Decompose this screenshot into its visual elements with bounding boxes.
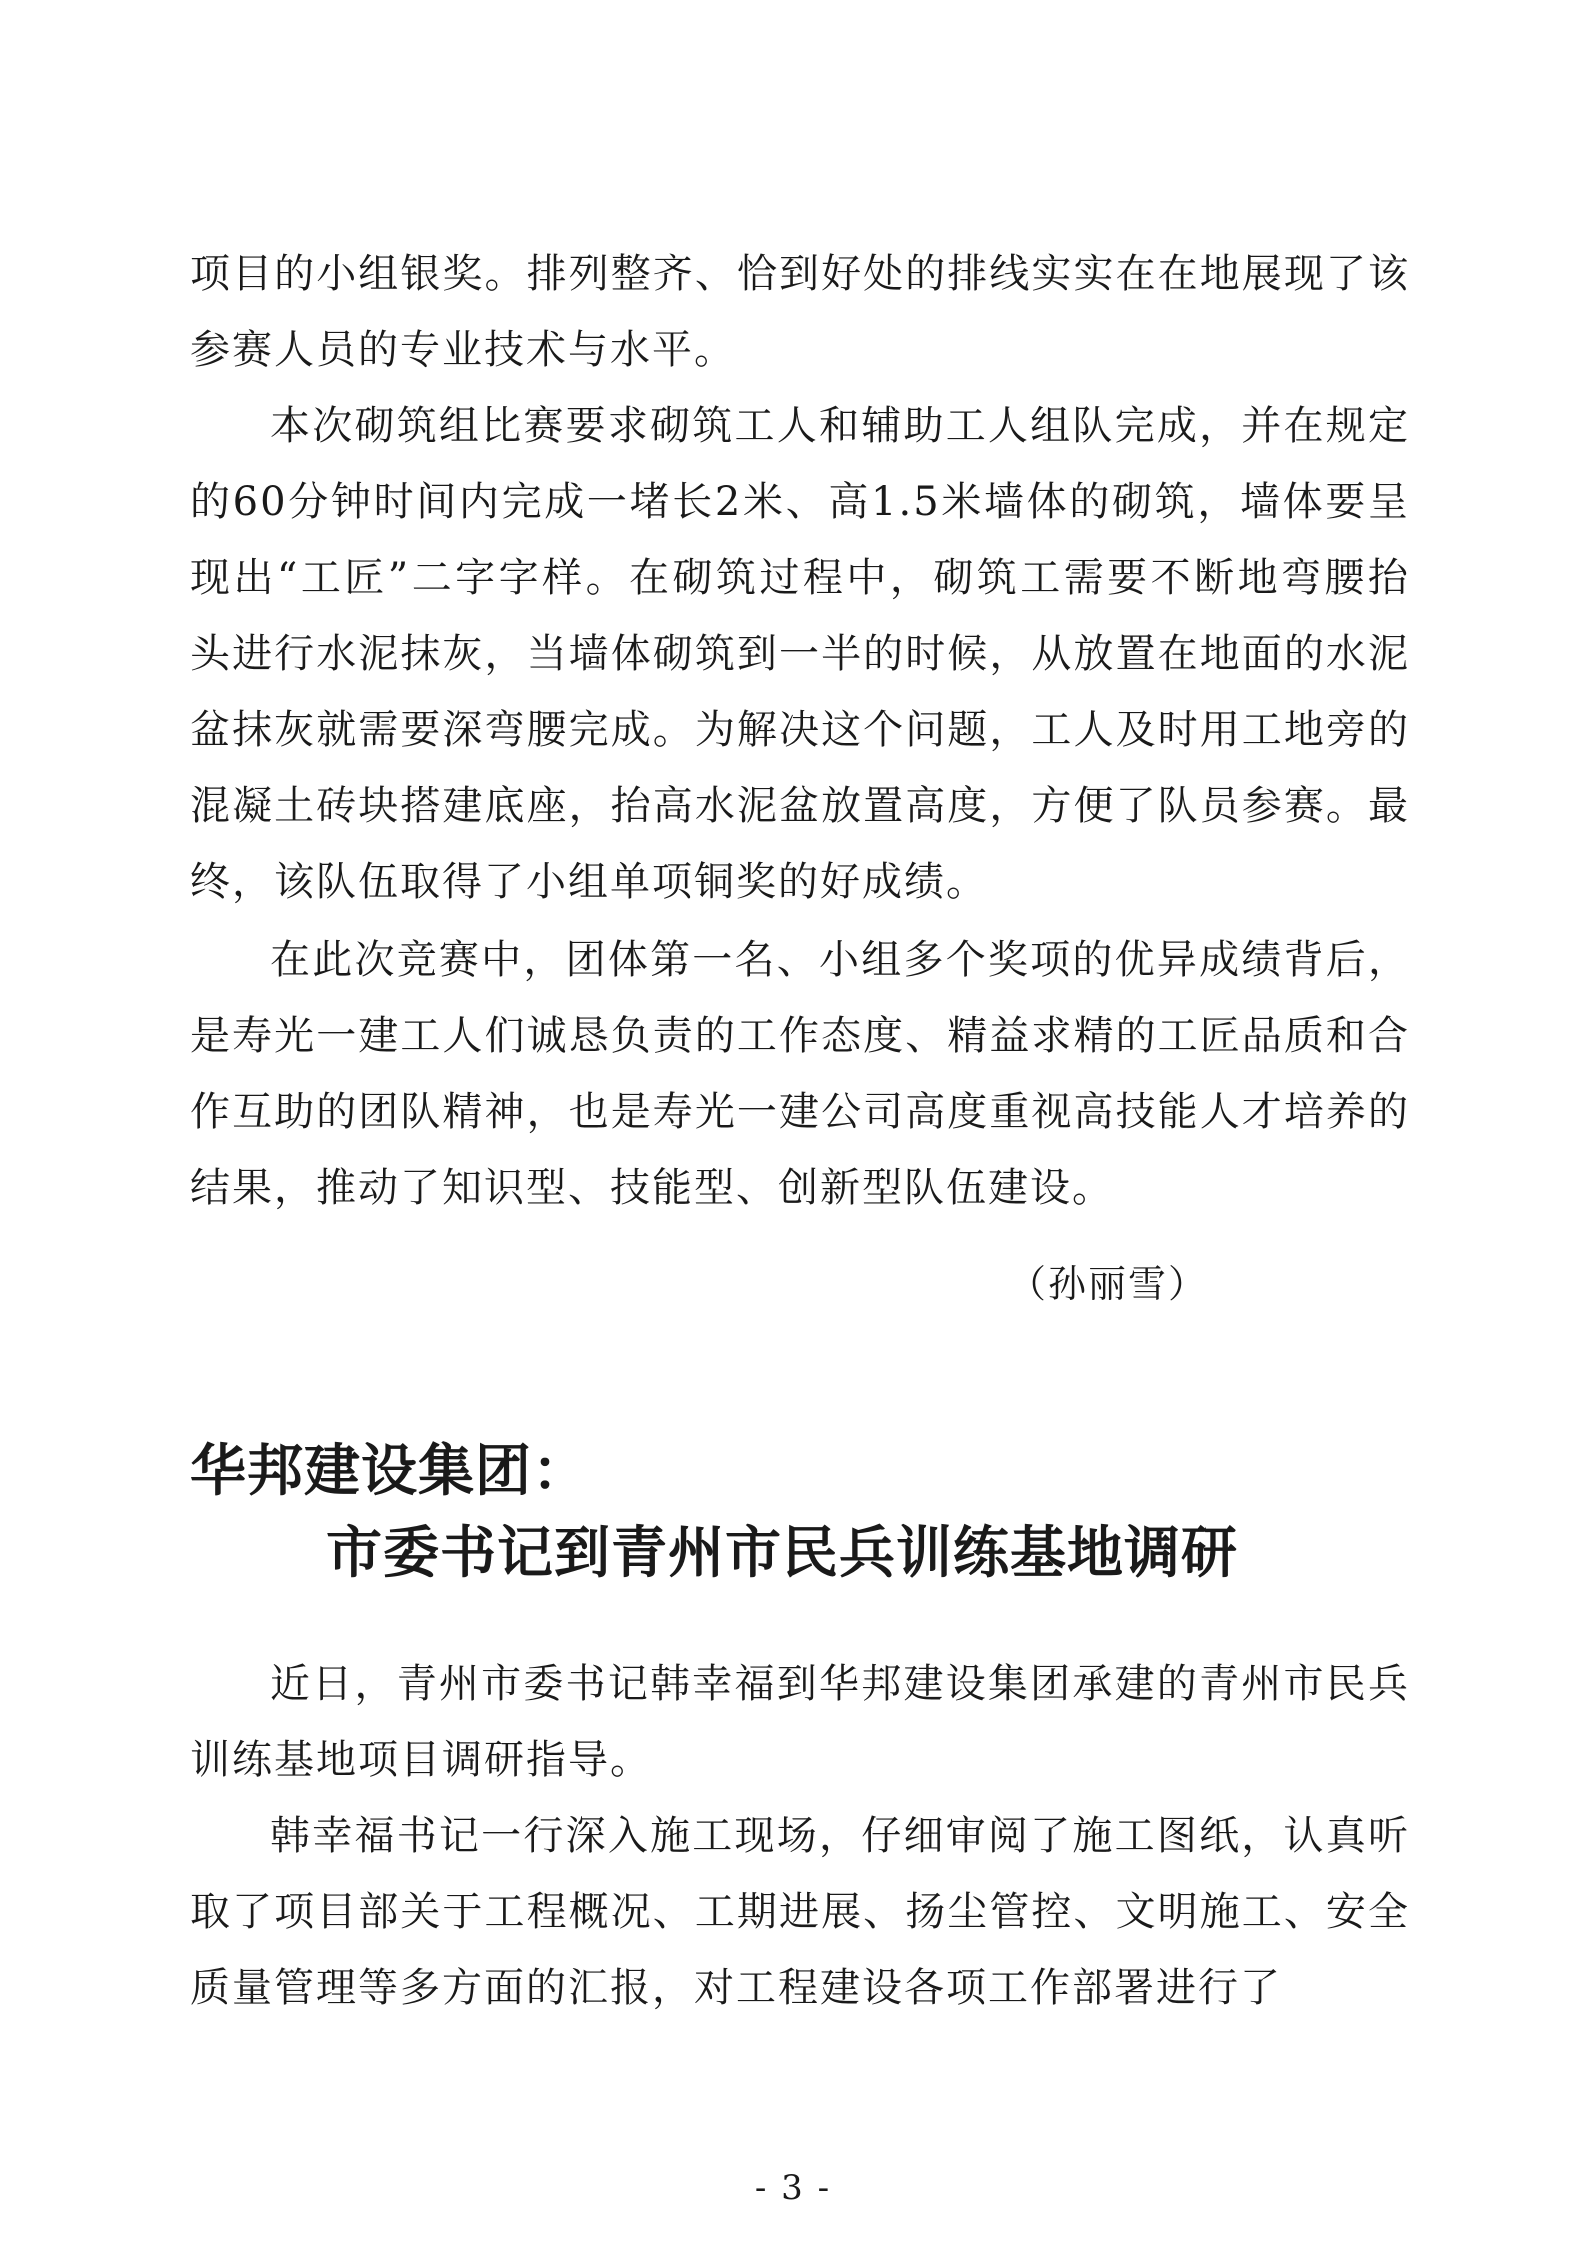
paragraph-visit-intro: 近日，青州市委书记韩幸福到华邦建设集团承建的青州市民兵训练基地项目调研指导。	[190, 1661, 1410, 1783]
author-byline: （孙丽雪）	[1007, 1262, 1208, 1306]
page-number: - 3 -	[754, 2168, 832, 2208]
paragraph-competition-summary: 在此次竞赛中，团体第一名、小组多个奖项的优异成绩背后，是寿光一建工人们诚恳负责的工作态度、精益求精的工匠品质和合作互助的团队精神，也是寿光一建公司高度重视高技能人才培养的结果，推动了知识型、技能型、创新型队伍建设。	[190, 937, 1410, 1211]
article-title-topic: 市委书记到青州市民兵训练基地调研	[326, 1521, 1238, 1587]
paragraph-site-inspection: 韩幸福书记一行深入施工现场，仔细审阅了施工图纸，认真听取了项目部关于工程概况、工期进展、扬尘管控、文明施工、安全质量管理等多方面的汇报，对工程建设各项工作部署进行了	[190, 1813, 1410, 2011]
paragraph-masonry-competition: 本次砌筑组比赛要求砌筑工人和辅助工人组队完成，并在规定的60分钟时间内完成一堵长2米、高1.5米墙体的砌筑，墙体要呈现出“工匠”二字字样。在砌筑过程中，砌筑工需要不断地弯腰抬头进行水泥抹灰，当墙体砌筑到一半的时候，从放置在地面的水泥盆抹灰就需要深弯腰完成。为解决这个问题，工人及时用工地旁的混凝土砖块搭建底座，抬高水泥盆放置高度，方便了队员参赛。最终，该队伍取得了小组单项铜奖的好成绩。	[190, 403, 1410, 905]
article-title-organization: 华邦建设集团：	[190, 1439, 589, 1505]
paragraph-award-continuation: 项目的小组银奖。排列整齐、恰到好处的排线实实在在地展现了该参赛人员的专业技术与水平。	[190, 251, 1410, 373]
